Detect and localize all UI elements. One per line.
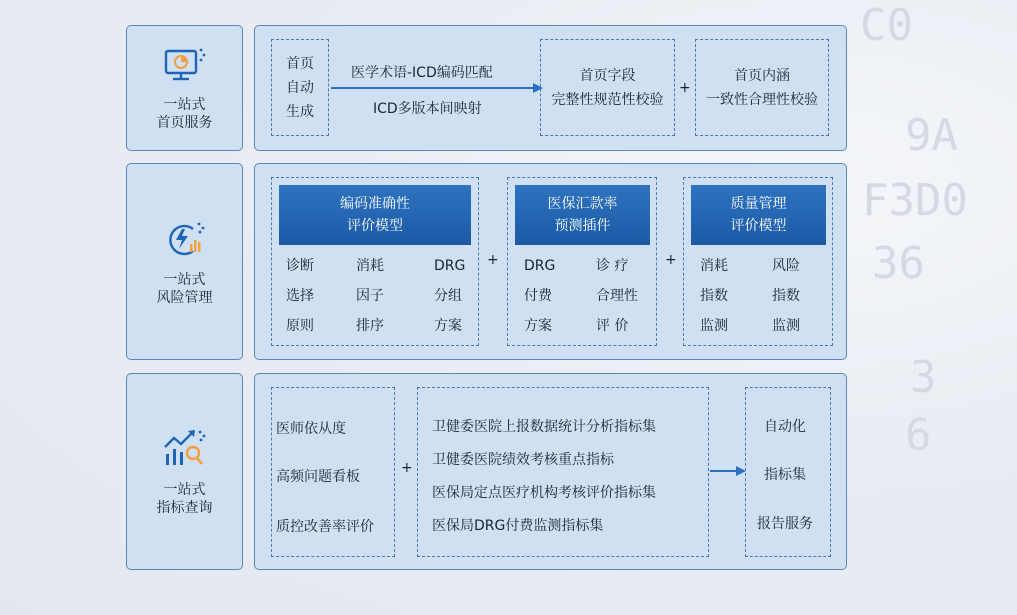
plus-sign: + — [679, 80, 691, 96]
model-header: 医保汇款率 预测插件 — [515, 185, 650, 245]
side-panel — [126, 373, 243, 570]
model-header: 质量管理 评价模型 — [691, 185, 826, 245]
plus-sign: + — [665, 252, 677, 268]
list-item: 医保局DRG付费监测指标集 — [432, 518, 604, 534]
list-item: 质控改善率评价 — [276, 519, 374, 535]
report-service-box — [745, 387, 831, 557]
indicator-sets-box — [417, 387, 709, 557]
right-arrow-icon — [331, 82, 543, 94]
list-item: 报告服务 — [757, 516, 813, 532]
bg-glyph: 9A — [905, 110, 958, 161]
side-label: 一站式 风险管理 — [156, 271, 213, 306]
monitor-chart-icon — [163, 44, 207, 88]
auto-generate-box: 首页 自动 生成 — [271, 39, 329, 136]
bg-glyph: 6 — [905, 410, 932, 461]
row-risk-management — [126, 163, 847, 360]
right-arrow-icon — [710, 465, 746, 477]
list-item: 指标集 — [764, 467, 806, 483]
model-grid: 诊断 消耗 DRG 选择 因子 分组 原则 排序 方案 — [286, 258, 466, 334]
side-label: 一站式 首页服务 — [156, 97, 213, 131]
homepage-field-box: 首页字段 完整性规范性校验 — [540, 39, 675, 136]
row-indicator-query — [126, 373, 847, 570]
main-panel — [254, 25, 847, 151]
model-grid: 消耗 风险 指数 指数 监测 监测 — [700, 258, 800, 334]
list-item: 卫健委医院绩效考核重点指标 — [432, 452, 614, 468]
side-panel — [126, 25, 243, 151]
model-grid: DRG 诊 疗 付费 合理性 方案 评 价 — [524, 258, 638, 334]
list-item: 医师依从度 — [276, 421, 346, 437]
side-panel — [126, 163, 243, 360]
insurance-rate-plugin — [507, 177, 657, 346]
list-item: 医保局定点医疗机构考核评价指标集 — [432, 485, 656, 501]
main-panel — [254, 373, 847, 570]
arrow-label-bottom: ICD多版本间映射 — [373, 101, 482, 117]
plus-sign: + — [487, 252, 499, 268]
bg-glyph: C0 — [860, 0, 913, 51]
main-panel — [254, 163, 847, 360]
chart-search-icon — [162, 427, 208, 473]
model-header: 编码准确性 评价模型 — [279, 185, 471, 245]
coding-accuracy-model — [271, 177, 479, 346]
risk-bolt-icon — [163, 217, 207, 263]
list-item: 自动化 — [764, 419, 806, 435]
list-item: 卫健委医院上报数据统计分析指标集 — [432, 419, 656, 435]
bg-glyph: 36 — [872, 238, 925, 289]
bg-glyph: 3 — [910, 352, 937, 403]
quality-management-model — [683, 177, 833, 346]
arrow-label-top: 医学术语-ICD编码匹配 — [351, 65, 493, 81]
plus-sign: + — [401, 460, 413, 476]
side-label: 一站式 指标查询 — [156, 481, 213, 516]
list-item: 高频问题看板 — [276, 469, 360, 485]
homepage-content-box: 首页内涵 一致性合理性校验 — [695, 39, 829, 136]
bg-glyph: F3D0 — [862, 175, 968, 226]
left-items-box — [271, 387, 395, 557]
row-homepage-service — [126, 25, 847, 151]
